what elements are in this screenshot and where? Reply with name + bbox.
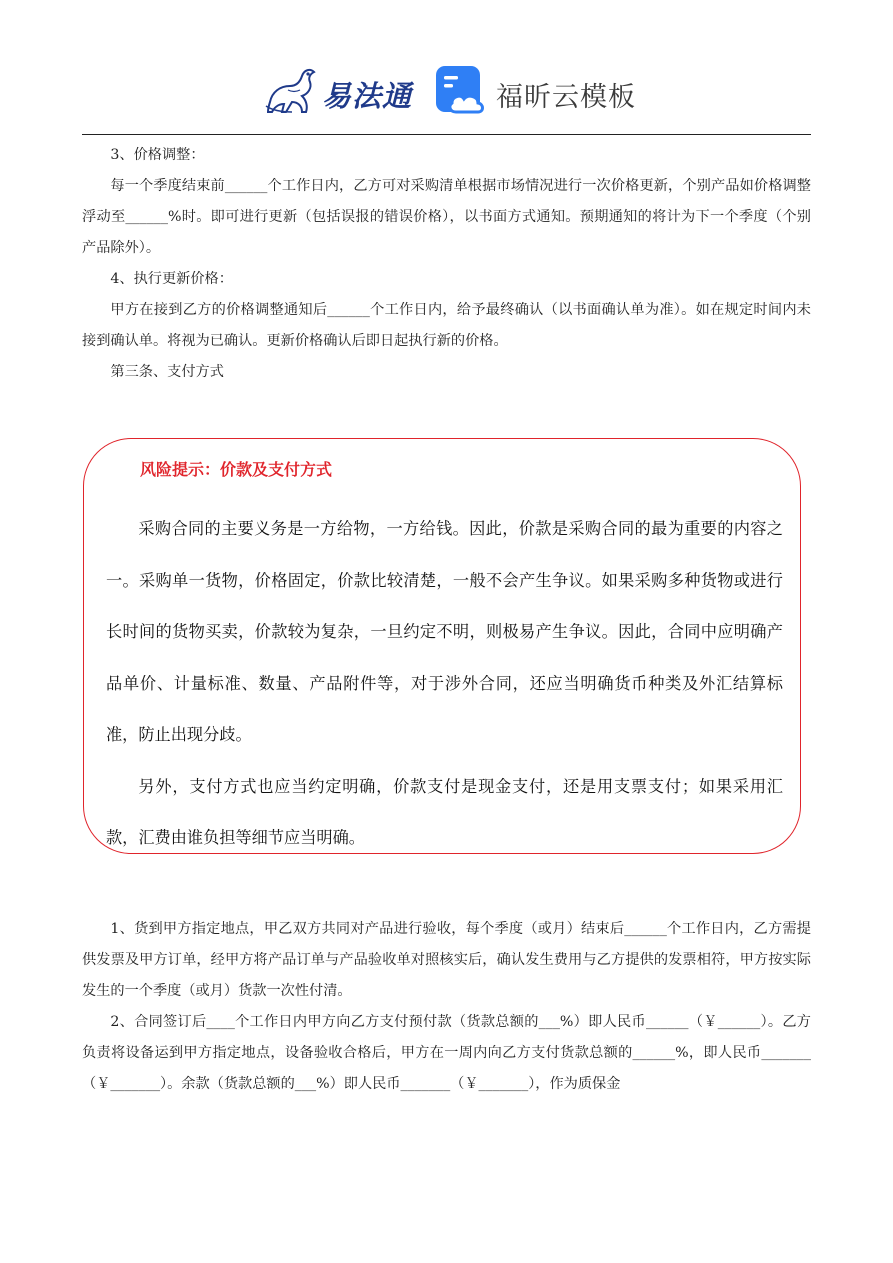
clause-heading-price-adjust: 3、价格调整： xyxy=(110,147,205,163)
yifatong-logo xyxy=(262,62,422,118)
cloud-template-icon xyxy=(436,66,488,118)
header-divider xyxy=(82,134,811,135)
qilin-icon xyxy=(262,62,322,118)
payment-section xyxy=(82,914,811,1100)
risk-warning-body xyxy=(106,503,783,864)
clause-heading-exec-price: 4、执行更新价格： xyxy=(110,271,233,287)
payment-clause-1: 1、货到甲方指定地点，甲乙双方共同对产品进行验收，每个季度（或月）结束后______个工作日内，乙方需提供发票及甲方订单，经甲方将产品订单与产品验收单对照核实后，确认发生费用与乙方提供的发票相符，甲方按实际发生的一个季度（或月）货款一次性付清。 xyxy=(82,921,811,999)
risk-warning-title: 风险提示：价款及支付方式 xyxy=(140,460,333,479)
foxit-cloud-logo xyxy=(436,66,636,118)
risk-paragraph: 采购合同的主要义务是一方给物，一方给钱。因此，价款是采购合同的最为重要的内容之一。采购单一货物，价格固定，价款比较清楚，一般不会产生争议。如果采购多种货物或进行长时间的货物买卖，价款较为复杂，一旦约定不明，则极易产生争议。因此，合同中应明确产品单价、计量标准、数量、产品附件等，对于涉外合同，还应当明确货币种类及外汇结算标准，防止出现分歧。 xyxy=(106,519,783,744)
risk-warning-box xyxy=(83,438,801,854)
risk-paragraph: 另外，支付方式也应当约定明确，价款支付是现金支付，还是用支票支付；如果采用汇款，汇费由谁负担等细节应当明确。 xyxy=(106,776,783,847)
foxit-cloud-wordmark: 福昕云模板 xyxy=(496,82,636,113)
yifatong-wordmark: 易法通 xyxy=(322,79,413,113)
payment-clause-2: 2、合同签订后____个工作日内甲方向乙方支付预付款（货款总额的___%）即人民币______（￥______）。乙方负责将设备运到甲方指定地点，设备验收合格后，甲方在一周内向乙方支付货款总额的______%，即人民币_______（￥_______）。余款（货款总额的___%）即人民币_______（￥_______），作为质保金 xyxy=(82,1014,811,1092)
article-three-heading: 第三条、支付方式 xyxy=(110,364,224,380)
clause-price-adjust-text: 每一个季度结束前______个工作日内，乙方可对采购清单根据市场情况进行一次价格更新，个别产品如价格调整浮动至______%时。即可进行更新（包括误报的错误价格），以书面方式通知。预期通知的将计为下一个季度（个别产品除外）。 xyxy=(82,178,811,256)
price-section xyxy=(82,140,811,388)
clause-exec-price-text: 甲方在接到乙方的价格调整通知后______个工作日内，给予最终确认（以书面确认单为准）。如在规定时间内未接到确认单。将视为已确认。更新价格确认后即日起执行新的价格。 xyxy=(82,302,811,349)
document-header xyxy=(0,0,893,136)
